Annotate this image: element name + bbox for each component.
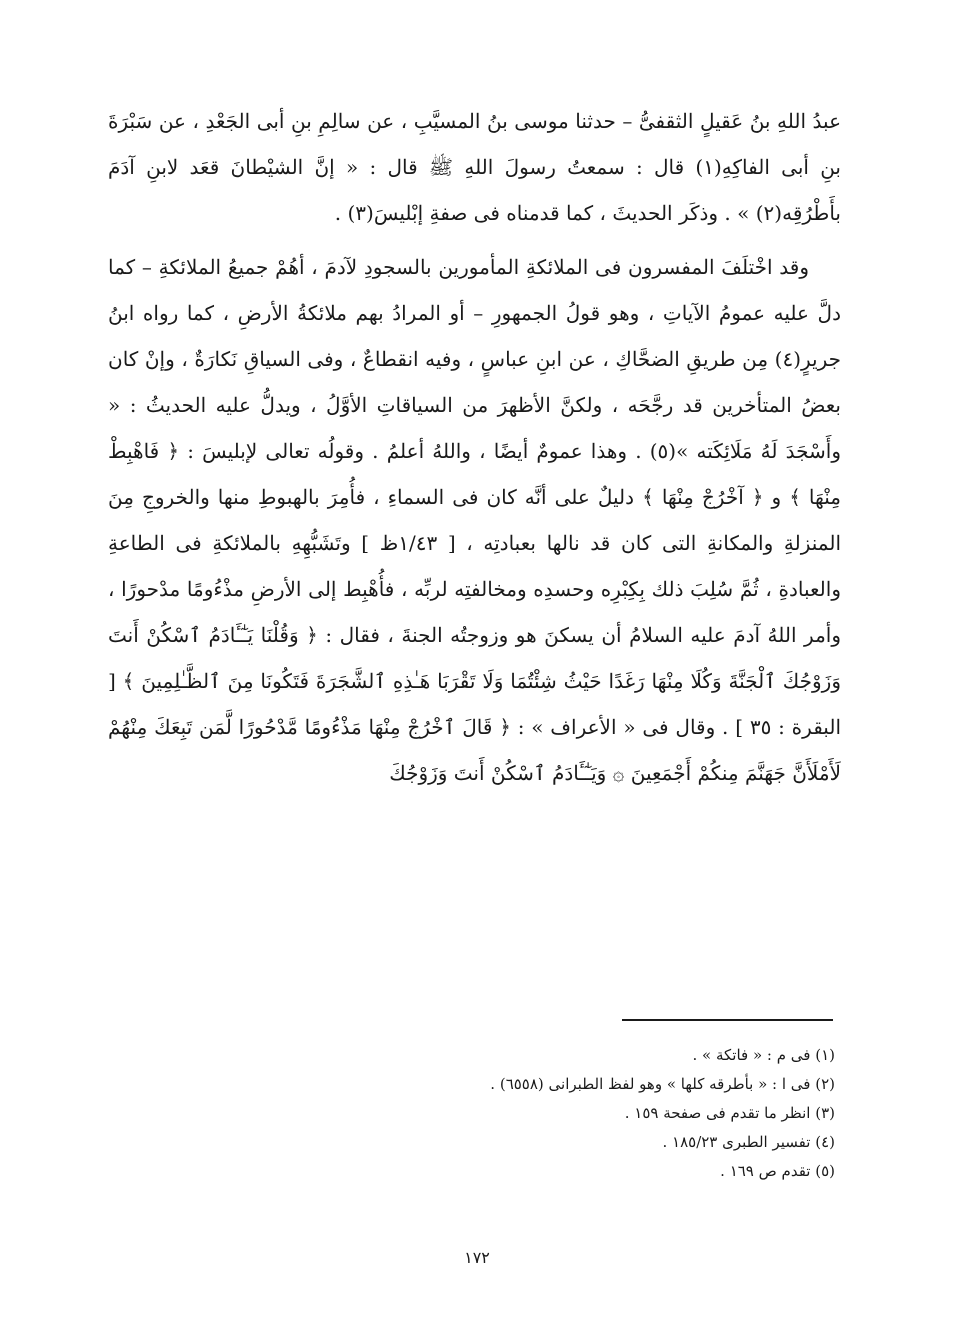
footnotes xyxy=(380,1041,835,1186)
footnote-4: (٤) تفسير الطبرى ١٨٥/٢٣ . xyxy=(662,1133,835,1151)
paragraph-1: عبدُ اللهِ بنُ عَقيلٍ الثقفىُّ – حدثنا موسى بنُ المسيَّبِ ، عن سالِمِ بنِ أبى الجَعْدِ ، عن سَبْرَةَ بنِ أبى الفاكِهِ(١) قال : سمعتُ رسولَ اللهِ ﷺ قال : « إنَّ الشيْطانَ قعَد لابنِ آدَمَ بأَطْرُقِه(٢) » . وذكَر الحديثَ ، كما قدمناه فى صفةِ إبْليسَ(٣) . xyxy=(108,109,841,225)
footnote-3: (٣) انظر ما تقدم فى صفحة ١٥٩ . xyxy=(624,1104,835,1122)
main-text xyxy=(108,98,841,796)
footnote-5: (٥) تقدم ص ١٦٩ . xyxy=(720,1162,835,1180)
footnote-1: (١) فى م : « فاتكة » . xyxy=(692,1046,835,1064)
page-number: ١٧٢ xyxy=(464,1248,490,1267)
footnote-2: (٢) فى ا : « بأطرقه كلها » وهو لفظ الطبرانى (٦٥٥٨) . xyxy=(490,1075,835,1093)
paragraph-2: وقد اخْتلَفَ المفسرون فى الملائكةِ المأمورين بالسجودِ لآدمَ ، أهُمْ جميعُ الملائكةِ – كما دلَّ عليه عمومُ الآياتِ ، وهو قولُ الجمهورِ – أو المرادُ بهم ملائكةُ الأرضِ ، كما رواه ابنُ جريرٍ(٤) مِن طريقِ الضحَّاكِ ، عن ابنِ عباسٍ ، وفيه انقطاعٌ ، وفى السياقِ نَكارَةٌ ، وإنْ كان بعضُ المتأخرين قد رجَّحَه ، ولكنَّ الأظهرَ من السياقاتِ الأوَّلُ ، ويدلُّ عليه الحديثُ : « وأَسْجَدَ لَهُ مَلَائِكَته »(٥) . وهذا عمومٌ أيضًا ، واللهُ أعلمُ . وقولُه تعالى لإبليسَ : ﴿ فَاهْبِطْ مِنْهَا ﴾ و ﴿ آخْرُجْ مِنْهَا ﴾ دليلٌ على أنَّه كان فى السماءِ ، فأُمِرَ بالهبوطِ منها والخروجِ مِنَ المنزلةِ والمكانةِ التى كان قد نالها بعبادتِه ، [ ١/٤٣ظ ] وتَشَبُّهِهِ بالملائكةِ فى الطاعةِ والعبادةِ ، ثُمَّ سُلِبَ ذلك بِكِبْرِه وحسدِه ومخالفتِه لربِّه ، فأُهْبِط إلى الأرضِ مذْءُومًا مدْحورًا ، وأمر اللهُ آدمَ عليه السلامُ أن يسكنَ هو وزوجتُه الجنةَ ، فقال : ﴿ وَقُلْنَا يَـٰٓـَٔادَمُ ٱسْكُنْ أَنتَ وَزَوْجُكَ ٱلْجَنَّةَ وَكُلَا مِنْهَا رَغَدًا حَيْثُ شِئْتُمَا وَلَا تَقْرَبَا هَـٰذِهِ ٱلشَّجَرَةَ فَتَكُونَا مِنَ ٱلظَّـٰلِمِينَ ﴾ [ البقرة : ٣٥ ] . وقال فى « الأعراف » : ﴿ قَالَ ٱخْرُجْ مِنْهَا مَذْءُومًا مَّدْحُورًا لَّمَن تَبِعَكَ مِنْهُمْ لَأَمْلَأَنَّ جَهَنَّمَ مِنكُمْ أَجْمَعِينَ ۞ وَيَـٰٓـَٔادَمُ ٱسْكُنْ أَنتَ وَزَوْجُكَ xyxy=(108,255,842,785)
footnote-separator xyxy=(622,1019,833,1021)
